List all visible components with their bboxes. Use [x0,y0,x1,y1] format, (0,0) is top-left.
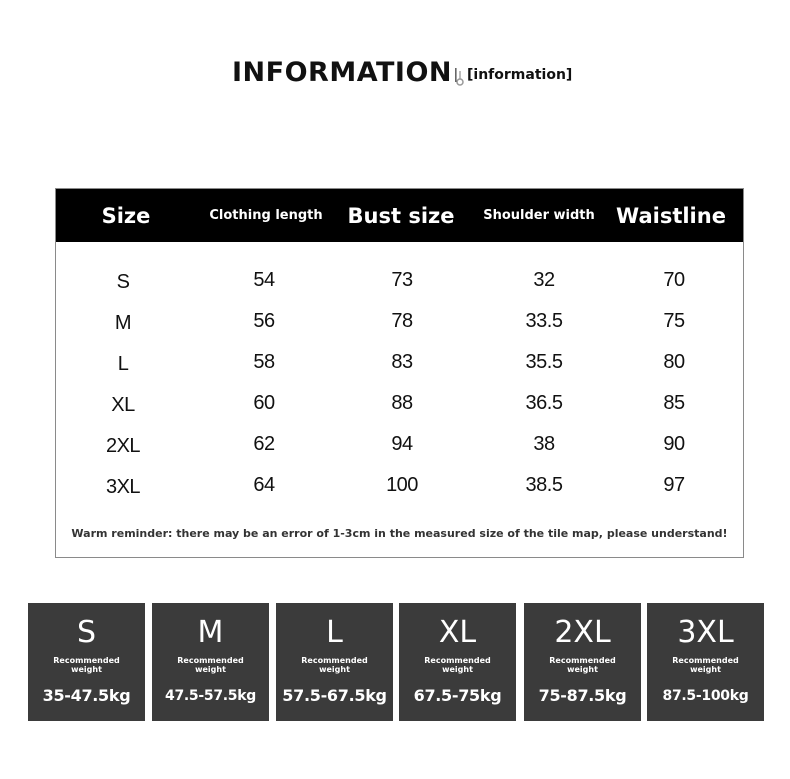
card-size-label: XL [438,615,477,650]
cell-bust-size: 100 [386,474,418,496]
table-header [56,189,743,242]
column-header-shoulder-width: Shoulder width [483,208,595,223]
cell-waistline: 70 [663,269,685,291]
card-recommended-label: Recommended weight [301,656,368,674]
card-size-label: 2XL [554,615,611,650]
weight-card-3xl [647,603,764,721]
title-text: INFORMATION [232,57,453,88]
cell-clothing-length: 58 [253,351,275,373]
card-weight-value: 47.5-57.5kg [165,688,256,704]
recommended-weight-cards [28,603,764,721]
cell-shoulder-width: 33.5 [525,310,563,332]
table-row [56,301,743,342]
cell-clothing-length: 64 [253,474,275,496]
cell-waistline: 90 [663,433,685,455]
size-table [55,188,744,558]
cell-bust-size: 83 [391,351,413,373]
cell-clothing-length: 60 [253,392,275,414]
column-header-bust-size: Bust size [347,203,455,228]
cell-size: 3XL [105,476,141,498]
column-header-size: Size [101,203,151,228]
cell-size: XL [111,394,135,416]
card-recommended-label: Recommended weight [424,656,491,674]
cell-size: M [114,312,132,334]
column-header-clothing-length: Clothing length [209,208,323,223]
card-weight-value: 67.5-75kg [413,686,502,705]
card-size-label: M [197,615,224,650]
hanger-tag-icon [454,66,466,88]
warm-reminder: Warm reminder: there may be an error of 1-3cm in the measured size of the tile map, please understand! [71,527,728,540]
cell-waistline: 75 [663,310,685,332]
table-row [56,342,743,383]
table-row [56,260,743,301]
cell-size: S [116,271,130,293]
weight-card-2xl [524,603,641,721]
card-recommended-label: Recommended weight [53,656,120,674]
cell-shoulder-width: 35.5 [525,351,563,373]
cell-size: 2XL [105,435,141,457]
cell-clothing-length: 62 [253,433,275,455]
cell-waistline: 97 [663,474,685,496]
cell-clothing-length: 54 [253,269,275,291]
cell-waistline: 80 [663,351,685,373]
cell-shoulder-width: 38 [533,433,555,455]
cell-bust-size: 94 [391,433,413,455]
page-title [232,56,572,90]
cell-shoulder-width: 36.5 [525,392,563,414]
card-recommended-label: Recommended weight [672,656,739,674]
weight-card-s [28,603,145,721]
cell-waistline: 85 [663,392,685,414]
card-weight-value: 75-87.5kg [538,686,627,705]
card-recommended-label: Recommended weight [549,656,616,674]
card-recommended-label: Recommended weight [177,656,244,674]
cell-size: L [117,353,129,375]
card-weight-value: 35-47.5kg [42,686,131,705]
cell-bust-size: 78 [391,310,413,332]
cell-bust-size: 88 [391,392,413,414]
card-size-label: 3XL [677,615,734,650]
cell-shoulder-width: 32 [533,269,555,291]
card-weight-value: 87.5-100kg [662,688,749,704]
card-size-label: S [76,615,97,650]
card-weight-value: 57.5-67.5kg [282,686,387,705]
table-row [56,424,743,465]
weight-card-l [276,603,393,721]
column-header-waistline: Waistline [616,203,726,228]
table-row [56,465,743,506]
weight-card-xl [399,603,516,721]
cell-clothing-length: 56 [253,310,275,332]
cell-bust-size: 73 [391,269,413,291]
weight-card-m [152,603,269,721]
card-size-label: L [326,615,343,650]
title-subtitle: [information] [467,67,573,83]
cell-shoulder-width: 38.5 [525,474,563,496]
table-row [56,383,743,424]
